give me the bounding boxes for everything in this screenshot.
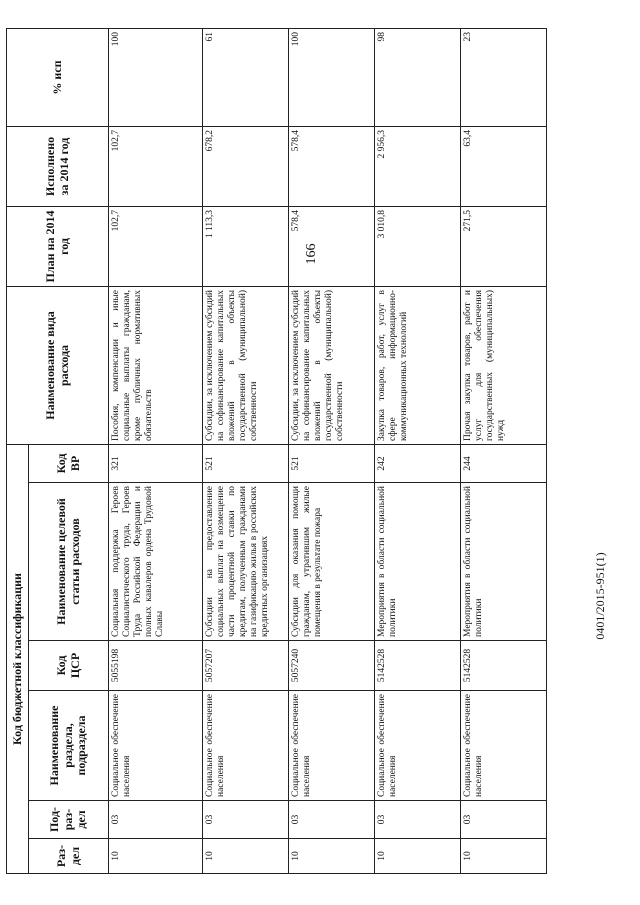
header-section-name: Наименование раздела, подраздела — [29, 691, 109, 801]
cell-target-item: Мероприятия в области социальной политики — [375, 483, 461, 641]
cell-csr: 5057207 — [203, 641, 289, 691]
cell-executed: 578,4 — [289, 126, 375, 206]
cell-podrazdel: 03 — [375, 801, 461, 839]
cell-percent: 98 — [375, 28, 461, 126]
cell-csr: 5142528 — [375, 641, 461, 691]
group-header-row — [7, 28, 29, 873]
header-podrazdel: Под-раз-дел — [29, 801, 109, 839]
page-number: 166 — [304, 243, 319, 265]
cell-executed: 2 956,3 — [375, 126, 461, 206]
cell-target-item: Субсидии для оказания помощи гражданам, утратившим жилые помещения в результате пожара — [289, 483, 375, 641]
cell-section-name: Социальное обеспечение населения — [109, 691, 203, 801]
cell-plan: 3 010,8 — [375, 206, 461, 286]
cell-csr: 5055198 — [109, 641, 203, 691]
table-row — [375, 28, 461, 873]
cell-razdel: 10 — [375, 839, 461, 874]
cell-vr: 521 — [203, 444, 289, 482]
cell-executed: 102,7 — [109, 126, 203, 206]
cell-section-name: Социальное обеспечение населения — [375, 691, 461, 801]
cell-plan: 1 113,3 — [203, 206, 289, 286]
cell-razdel: 10 — [289, 839, 375, 874]
header-executed: Исполнено за 2014 год — [7, 126, 109, 206]
header-vr: Код ВР — [29, 444, 109, 482]
cell-expense-type: Субсидии, за исключением субсидий на софинансирование капитальных вложений в объекты государственной (муниципальной) собственности — [289, 286, 375, 444]
classification-group-header: Код бюджетной классификации — [7, 444, 29, 873]
cell-vr: 321 — [109, 444, 203, 482]
cell-podrazdel: 03 — [109, 801, 203, 839]
header-target-item: Наименование целевой статьи расходов — [29, 483, 109, 641]
cell-razdel: 10 — [203, 839, 289, 874]
cell-target-item: Субсидии на предоставление социальных выплат на возмещение части процентной ставки по кредитам, полученным гражданами на газификацию жилья в российских кредитных организациях — [203, 483, 289, 641]
cell-plan: 102,7 — [109, 206, 203, 286]
cell-percent: 23 — [461, 28, 547, 126]
cell-percent: 100 — [109, 28, 203, 126]
cell-percent: 61 — [203, 28, 289, 126]
cell-podrazdel: 03 — [289, 801, 375, 839]
cell-expense-type: Прочая закупка товаров, работ и услуг для обеспечения государственных (муниципальных) нужд — [461, 286, 547, 444]
cell-plan: 578,4 — [289, 206, 375, 286]
cell-vr: 244 — [461, 444, 547, 482]
cell-vr: 521 — [289, 444, 375, 482]
cell-razdel: 10 — [461, 839, 547, 874]
header-razdel: Раз-дел — [29, 839, 109, 874]
budget-table — [6, 28, 547, 874]
cell-target-item: Мероприятия в области социальной политики — [461, 483, 547, 641]
cell-executed: 63,4 — [461, 126, 547, 206]
header-percent: % исп — [7, 28, 109, 126]
cell-vr: 242 — [375, 444, 461, 482]
cell-expense-type: Закупка товаров, работ, услуг в сфере информационно-коммуникационных технологий — [375, 286, 461, 444]
cell-csr: 5057240 — [289, 641, 375, 691]
cell-razdel: 10 — [109, 839, 203, 874]
table-row — [461, 28, 547, 873]
document-code: 0401/2015-951(1) — [593, 552, 607, 640]
header-csr: Код ЦСР — [29, 641, 109, 691]
rotated-table-container — [6, 29, 534, 874]
table-row — [203, 28, 289, 873]
cell-expense-type: Пособия, компенсации и иные социальные выплаты гражданам, кроме публичных нормативных обязательств — [109, 286, 203, 444]
cell-expense-type: Субсидии, за исключением субсидий на софинансирование капитальных вложений в объекты государственной (муниципальной) собственности — [203, 286, 289, 444]
table-row — [109, 28, 203, 873]
cell-csr: 5142528 — [461, 641, 547, 691]
header-plan: План на 2014 год — [7, 206, 109, 286]
cell-executed: 678,2 — [203, 126, 289, 206]
cell-percent: 100 — [289, 28, 375, 126]
header-expense-type: Наименование вида расхода — [7, 286, 109, 444]
cell-podrazdel: 03 — [203, 801, 289, 839]
cell-plan: 271,5 — [461, 206, 547, 286]
cell-section-name: Социальное обеспечение населения — [289, 691, 375, 801]
cell-section-name: Социальное обеспечение населения — [203, 691, 289, 801]
cell-target-item: Социальная поддержка Героев Социалистического труда, Героев Труда Российской Федерации и полных кавалеров ордена Трудовой Славы — [109, 483, 203, 641]
table-row — [289, 28, 375, 873]
cell-podrazdel: 03 — [461, 801, 547, 839]
cell-section-name: Социальное обеспечение населения — [461, 691, 547, 801]
